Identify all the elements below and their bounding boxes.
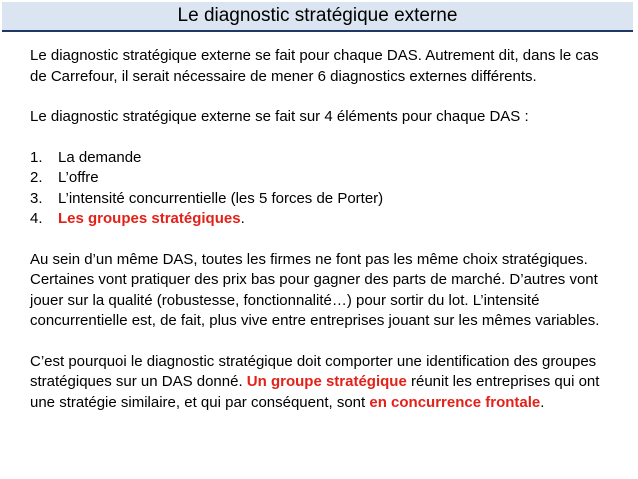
list-suffix: . bbox=[240, 210, 245, 227]
conclusion-paragraph bbox=[30, 352, 615, 414]
conclusion-text: réunit les entreprises qui ont une stratégie similaire, et qui par conséquent, sont bbox=[30, 373, 600, 411]
spacer bbox=[30, 230, 615, 250]
list-text: L’offre bbox=[58, 169, 99, 186]
list-number: 4. bbox=[30, 210, 43, 227]
das-paragraph: Au sein d’un même DAS, toutes les firmes ne font pas les même choix stratégiques. Certaines vont pratiquer des prix bas pour gagner des parts de marché. D’autres vont jouer sur la qualité (robustesse, fonctionnalité…) pour sortir du lot. L’intensité concurrentielle est, de fait, plus vive entre entreprises jouant sur les mêmes variables. bbox=[30, 250, 600, 329]
highlight-groupe-strategique: Un groupe stratégique bbox=[246, 373, 407, 390]
title-bar bbox=[2, 2, 633, 32]
spacer bbox=[30, 332, 615, 352]
elements-list bbox=[30, 148, 615, 230]
list-text-highlight: Les groupes stratégiques bbox=[58, 210, 241, 227]
elements-intro: Le diagnostic stratégique externe se fait sur 4 éléments pour chaque DAS : bbox=[30, 108, 529, 125]
spacer bbox=[30, 128, 615, 148]
list-number: 1. bbox=[30, 148, 43, 166]
list-item bbox=[30, 209, 615, 230]
list-item bbox=[30, 189, 615, 210]
conclusion-end: . bbox=[540, 393, 545, 411]
list-text: La demande bbox=[58, 148, 142, 166]
list-number: 2. bbox=[30, 169, 43, 186]
intro-paragraph: Le diagnostic stratégique externe se fait pour chaque DAS. Autrement dit, dans le cas de Carrefour, il serait nécessaire de mener 6 diagnostics externes différents. bbox=[30, 47, 599, 85]
list-number: 3. bbox=[30, 189, 43, 207]
slide-content bbox=[30, 46, 615, 413]
list-item bbox=[30, 148, 615, 169]
highlight-concurrence-frontale: en concurrence frontale bbox=[369, 393, 541, 411]
list-text: L’intensité concurrentielle (les 5 forces de Porter) bbox=[58, 189, 384, 207]
spacer bbox=[30, 87, 615, 107]
conclusion-text: C’est pourquoi le diagnostic stratégique doit comporter une identification des groupes stratégiques sur un DAS donné. bbox=[30, 352, 597, 390]
slide-title: Le diagnostic stratégique externe bbox=[177, 5, 458, 26]
list-item bbox=[30, 168, 615, 189]
